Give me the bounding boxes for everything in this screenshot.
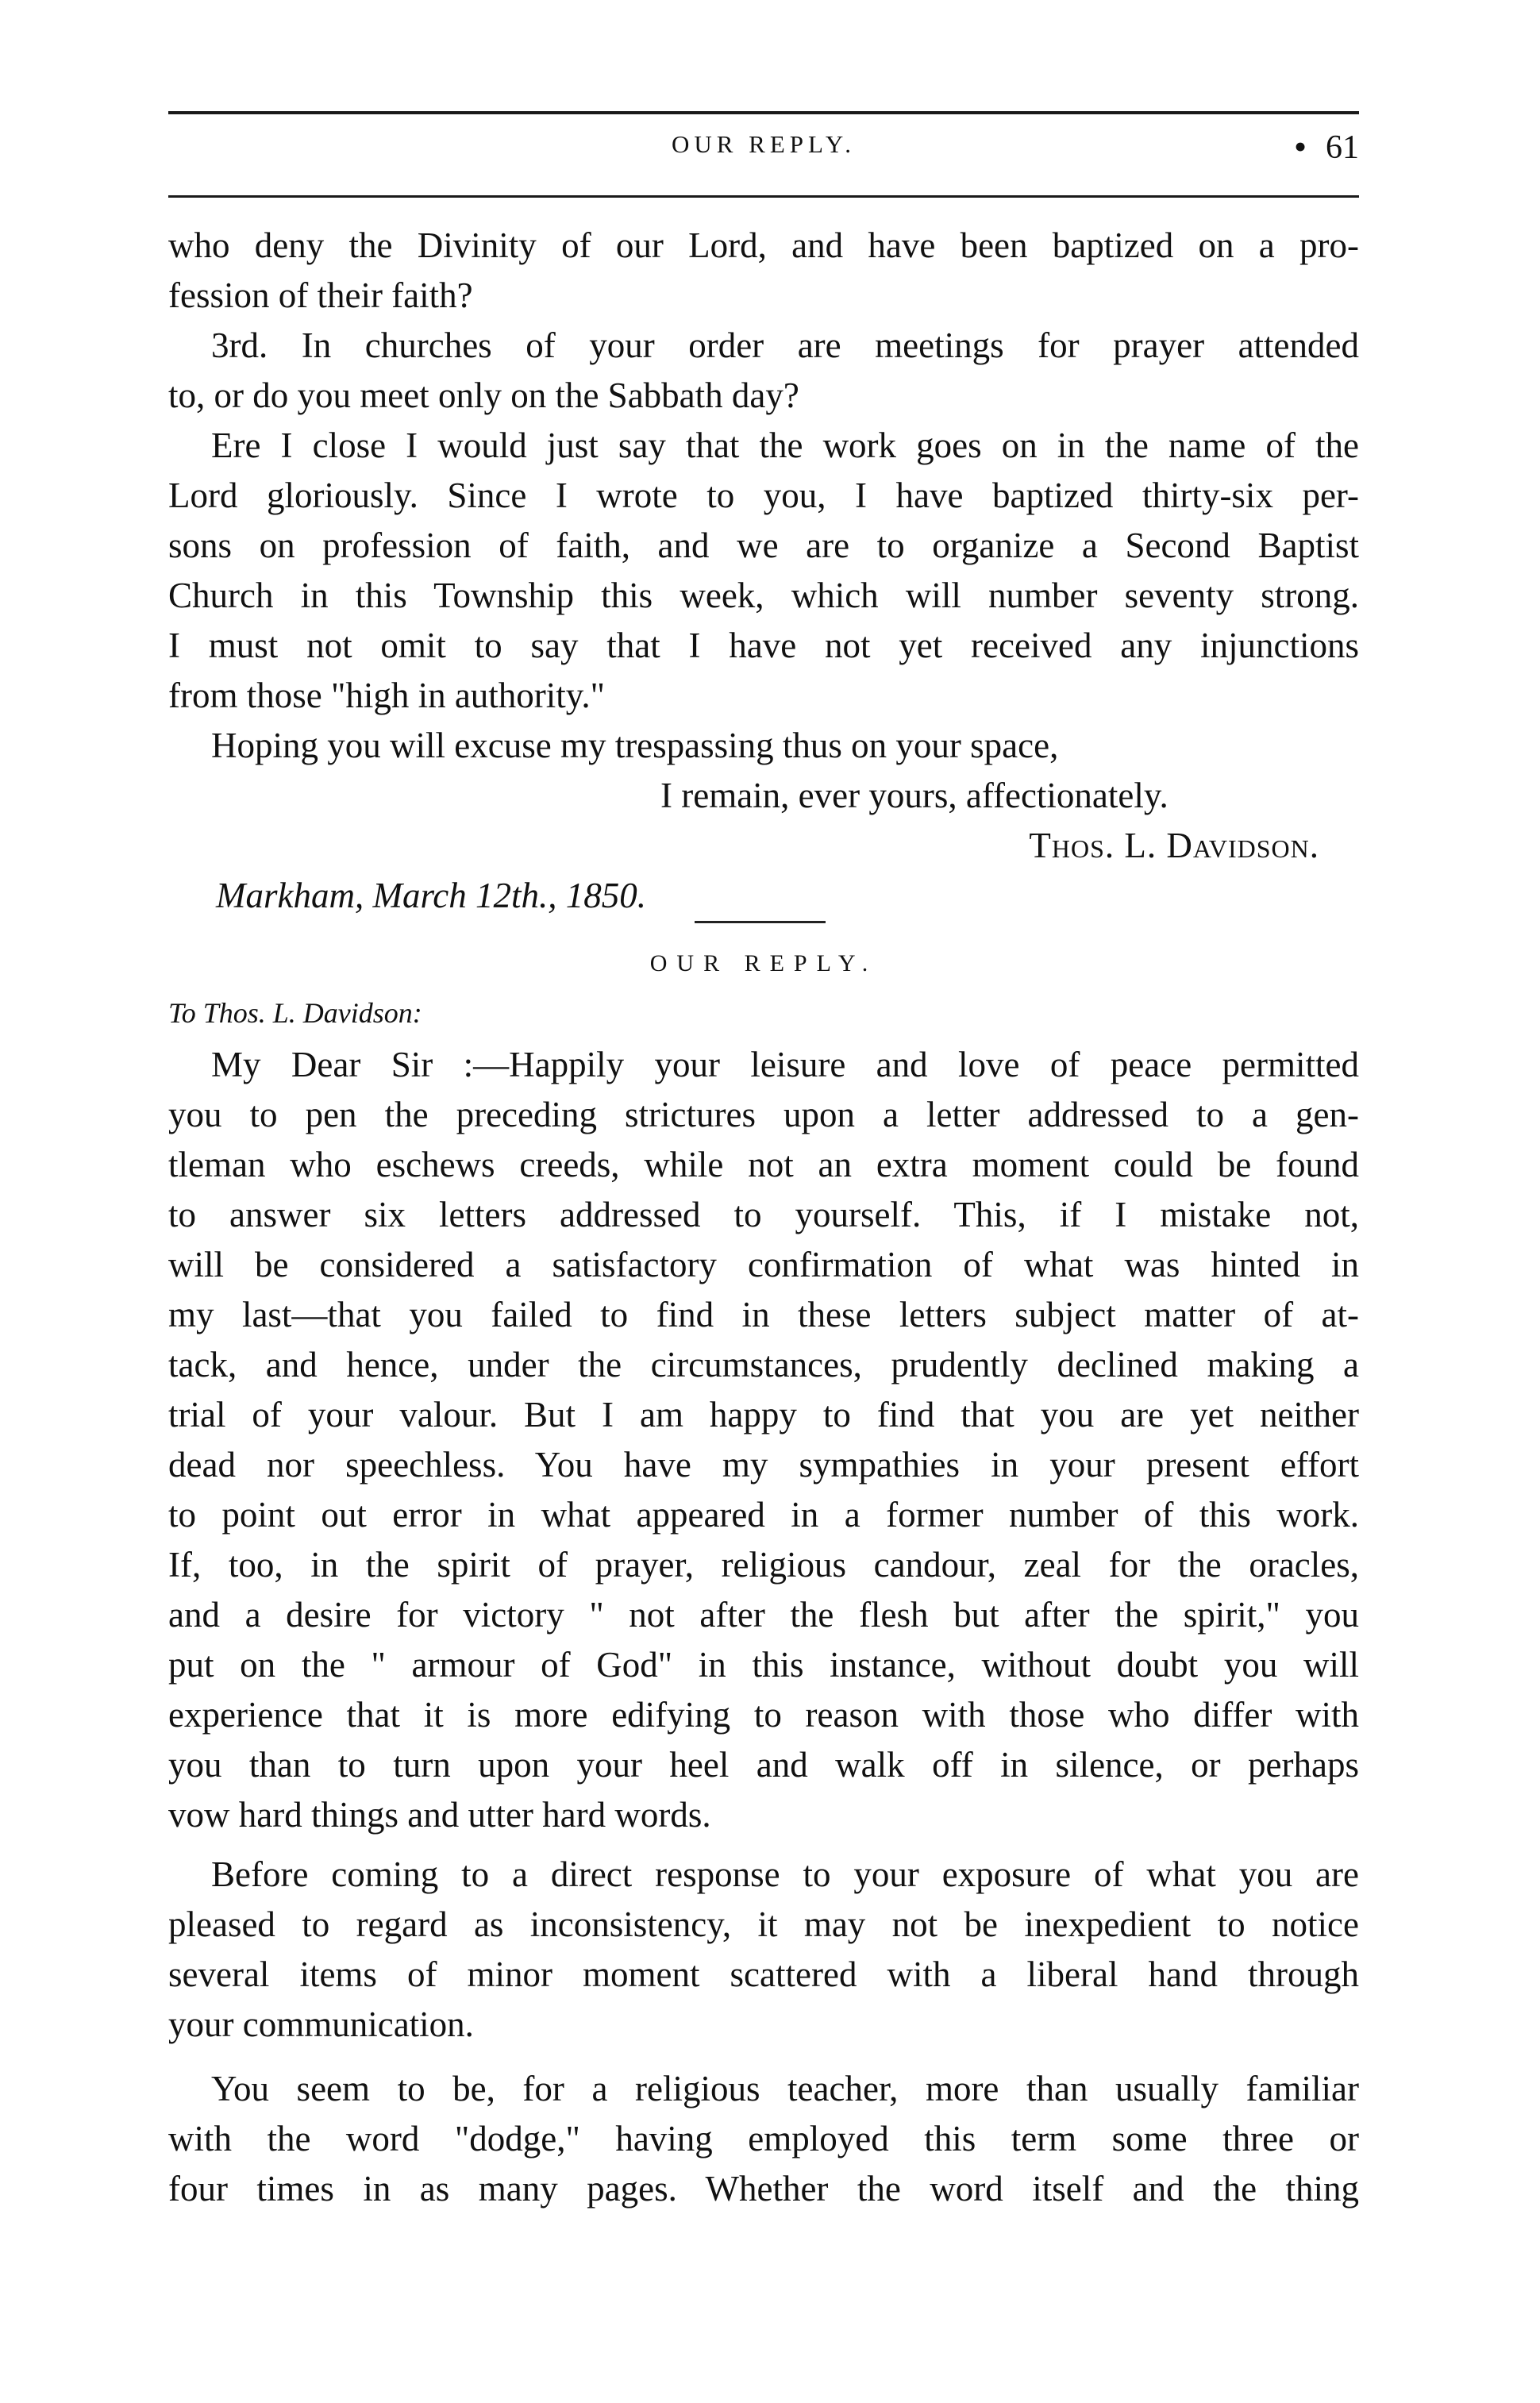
body-line: You seem to be, for a religious teacher, more than usually familiar (211, 2069, 1359, 2108)
body-line: My Dear Sir :—Happily your leisure and love of peace permitted (211, 1045, 1359, 1084)
body-line: to point out error in what appeared in a former number of this work. (168, 1495, 1359, 1535)
body-line: tack, and hence, under the circumstances, prudently declined making a (168, 1345, 1359, 1384)
body-line: dead nor speechless. You have my sympathies in your present effort (168, 1445, 1359, 1485)
section-heading: OUR REPLY. (649, 950, 878, 976)
page-number: 61 (1326, 129, 1359, 166)
body-line: you to pen the preceding strictures upon a letter addressed to a gen- (168, 1095, 1359, 1134)
reply-paragraph-3 (168, 2064, 1359, 2214)
letter-line: Ere I close I would just say that the work goes on in the name of the (211, 426, 1359, 465)
bullet-mark: • (1294, 126, 1307, 167)
letter-dateline: Markham, March 12th., 1850. (216, 876, 647, 915)
body-line: to answer six letters addressed to yourself. This, if I mistake not, (168, 1195, 1359, 1234)
letter-body (168, 221, 1359, 921)
letter-closing: I remain, ever yours, affectionately. (660, 776, 1168, 815)
body-line: tleman who eschews creeds, while not an extra moment could be found (168, 1145, 1359, 1184)
running-head (168, 126, 1359, 176)
letter-line: from those "high in authority." (168, 676, 605, 715)
reply-paragraph-2 (168, 1850, 1359, 2050)
body-line: experience that it is more edifying to reason with those who differ with (168, 1695, 1359, 1735)
letter-line: fession of their faith? (168, 275, 473, 315)
body-line: trial of your valour. But I am happy to find that you are yet neither (168, 1395, 1359, 1434)
header-bottom-rule (168, 195, 1359, 198)
letter-line: Church in this Township this week, which will number seventy strong. (168, 576, 1359, 615)
letter-line: sons on profession of faith, and we are to organize a Second Baptist (168, 526, 1359, 565)
running-head-title: OUR REPLY. (671, 130, 857, 158)
body-line: several items of minor moment scattered with a liberal hand through (168, 1954, 1359, 1994)
body-line: If, too, in the spirit of prayer, religious candour, zeal for the oracles, (168, 1545, 1359, 1585)
letter-line: to, or do you meet only on the Sabbath day? (168, 375, 799, 415)
body-line: with the word "dodge," having employed this term some three or (168, 2119, 1359, 2158)
letter-line: 3rd. In churches of your order are meetings for prayer attended (211, 325, 1359, 365)
body-line: pleased to regard as inconsistency, it may not be inexpedient to notice (168, 1904, 1359, 1944)
body-line: vow hard things and utter hard words. (168, 1795, 711, 1835)
body-line: your communication. (168, 2004, 474, 2044)
header-top-rule (168, 111, 1359, 114)
body-line: four times in as many pages. Whether the word itself and the thing (168, 2169, 1359, 2209)
salutation: To Thos. L. Davidson: (168, 997, 422, 1029)
reply-paragraph-1 (168, 1040, 1359, 1840)
letter-line: Lord gloriously. Since I wrote to you, I have baptized thirty-six per- (168, 476, 1359, 515)
body-line: put on the " armour of God" in this instance, without doubt you will (168, 1645, 1359, 1685)
letter-line: Hoping you will excuse my trespassing thus on your space, (211, 726, 1059, 765)
body-line: and a desire for victory " not after the flesh but after the spirit," you (168, 1595, 1359, 1635)
body-line: you than to turn upon your heel and walk off in silence, or perhaps (168, 1745, 1359, 1785)
section-separator (695, 921, 826, 923)
body-line: my last—that you failed to find in these letters subject matter of at- (168, 1295, 1359, 1334)
body-line: will be considered a satisfactory confirmation of what was hinted in (168, 1245, 1359, 1284)
letter-line: who deny the Divinity of our Lord, and have been baptized on a pro- (168, 225, 1359, 265)
letter-signature: Thos. L. Davidson. (1029, 826, 1319, 865)
body-line: Before coming to a direct response to your exposure of what you are (211, 1854, 1359, 1894)
letter-line: I must not omit to say that I have not yet received any injunctions (168, 626, 1359, 665)
